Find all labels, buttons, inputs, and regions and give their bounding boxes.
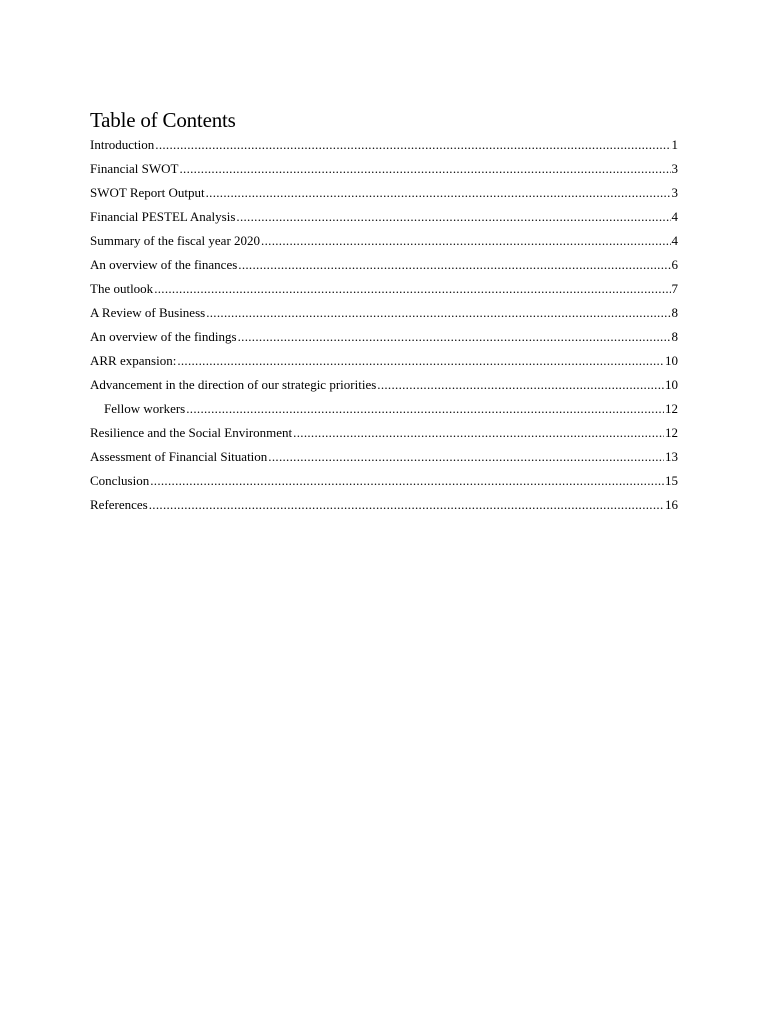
- toc-page-number: 13: [665, 449, 678, 464]
- toc-entry[interactable]: [90, 229, 678, 253]
- toc-page-number: 4: [671, 209, 678, 224]
- toc-page-number: 10: [665, 377, 678, 392]
- toc-entry[interactable]: [90, 205, 678, 229]
- toc-page-number: 4: [671, 233, 678, 248]
- toc-dot-leader: [154, 277, 670, 301]
- toc-dot-leader: [293, 421, 664, 445]
- toc-entry[interactable]: [90, 133, 678, 157]
- toc-page-number: 7: [671, 281, 678, 296]
- toc-page-number: 12: [665, 425, 678, 440]
- toc-dot-leader: [206, 301, 670, 325]
- toc-entry[interactable]: [90, 397, 678, 421]
- toc-entry-text: Introduction: [90, 137, 155, 152]
- toc-entry-text: Resilience and the Social Environment: [90, 425, 293, 440]
- toc-entry-text: Assessment of Financial Situation: [90, 449, 268, 464]
- toc-dot-leader: [179, 157, 670, 181]
- toc-entry-text: Financial PESTEL Analysis: [90, 209, 236, 224]
- table-of-contents: [90, 108, 678, 517]
- toc-entry[interactable]: [90, 373, 678, 397]
- toc-list: [90, 133, 678, 517]
- toc-page-number: 16: [665, 497, 678, 512]
- toc-entry-text: Advancement in the direction of our strategic priorities: [90, 377, 377, 392]
- toc-dot-leader: [155, 133, 670, 157]
- toc-dot-leader: [236, 205, 670, 229]
- toc-page-number: 12: [665, 401, 678, 416]
- toc-page-number: 6: [671, 257, 678, 272]
- toc-dot-leader: [177, 349, 664, 373]
- toc-entry[interactable]: [90, 325, 678, 349]
- toc-dot-leader: [206, 181, 671, 205]
- toc-entry[interactable]: [90, 349, 678, 373]
- toc-title: Table of Contents: [90, 108, 236, 132]
- toc-entry-text: Summary of the fiscal year 2020: [90, 233, 261, 248]
- toc-entry[interactable]: [90, 493, 678, 517]
- toc-dot-leader: [268, 445, 664, 469]
- toc-entry-text: An overview of the findings: [90, 329, 237, 344]
- toc-entry[interactable]: [90, 445, 678, 469]
- toc-dot-leader: [238, 253, 670, 277]
- toc-entry-text: Financial SWOT: [90, 161, 179, 176]
- toc-dot-leader: [186, 397, 664, 421]
- toc-entry-text: ARR expansion:: [90, 353, 177, 368]
- toc-page-number: 3: [671, 185, 678, 200]
- toc-entry[interactable]: [90, 157, 678, 181]
- toc-entry-text: Fellow workers: [104, 401, 186, 416]
- toc-entry-text: SWOT Report Output: [90, 185, 205, 200]
- toc-entry-text: The outlook: [90, 281, 154, 296]
- toc-page-number: 1: [671, 137, 678, 152]
- toc-page-number: 8: [671, 305, 678, 320]
- toc-page-number: 3: [671, 161, 678, 176]
- toc-page-number: 8: [671, 329, 678, 344]
- toc-entry[interactable]: [90, 277, 678, 301]
- toc-entry-text: Conclusion: [90, 473, 150, 488]
- toc-entry[interactable]: [90, 421, 678, 445]
- toc-entry-text: An overview of the finances: [90, 257, 238, 272]
- toc-page-number: 10: [665, 353, 678, 368]
- toc-entry[interactable]: [90, 469, 678, 493]
- toc-entry-text: A Review of Business: [90, 305, 206, 320]
- toc-dot-leader: [238, 325, 671, 349]
- toc-dot-leader: [261, 229, 670, 253]
- toc-entry[interactable]: [90, 253, 678, 277]
- toc-entry[interactable]: [90, 301, 678, 325]
- toc-entry[interactable]: [90, 181, 678, 205]
- toc-dot-leader: [377, 373, 664, 397]
- toc-dot-leader: [149, 493, 664, 517]
- toc-entry-text: References: [90, 497, 148, 512]
- toc-page-number: 15: [665, 473, 678, 488]
- toc-dot-leader: [150, 469, 664, 493]
